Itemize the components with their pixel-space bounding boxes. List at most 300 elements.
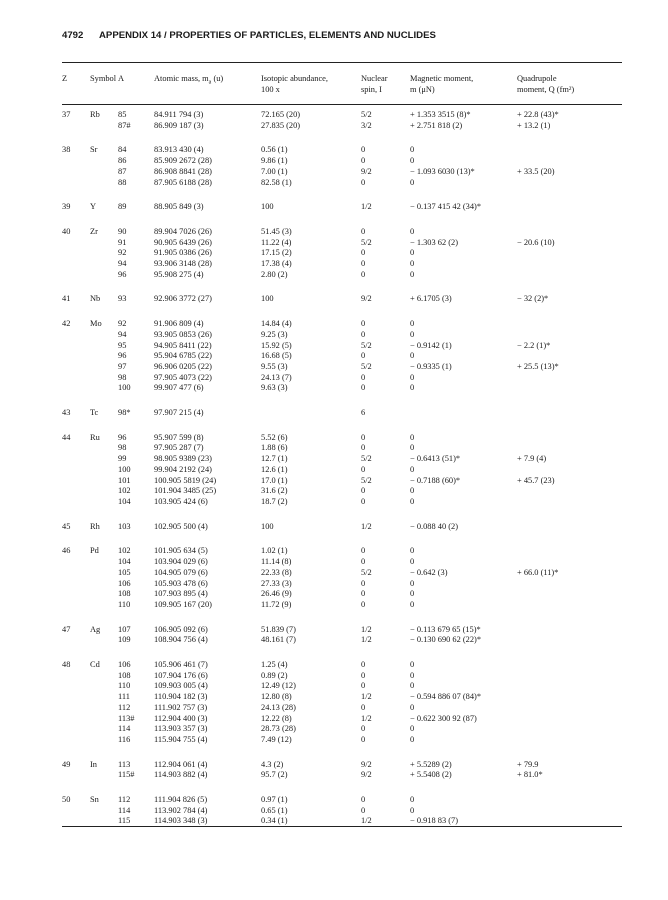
nuclear-spin: 0 xyxy=(361,557,366,567)
quadrupole-moment xyxy=(517,618,622,636)
atomic-mass: 94.905 8411 (22) xyxy=(154,340,212,350)
mass-number: 89 xyxy=(118,202,127,212)
atomic-mass: 107.904 176 (6) xyxy=(154,670,208,680)
quadrupole-moment xyxy=(517,671,622,682)
quadrupole-moment xyxy=(517,259,622,270)
mass-number: 113 xyxy=(118,759,131,769)
mass-number: 114 xyxy=(118,724,131,734)
quadrupole-moment: + 45.7 (23) xyxy=(517,475,555,485)
table-row xyxy=(62,753,622,771)
element-symbol xyxy=(90,167,118,178)
table-row xyxy=(62,476,622,487)
table-row xyxy=(62,714,622,725)
atomic-mass: 114.903 348 (3) xyxy=(154,816,208,826)
nuclear-spin: 0 xyxy=(361,702,366,712)
quadrupole-moment xyxy=(517,635,622,653)
element-z xyxy=(62,373,90,384)
nuclear-spin: 5/2 xyxy=(361,110,372,119)
table-row xyxy=(62,401,622,426)
table-row xyxy=(62,671,622,682)
mass-number: 110 xyxy=(118,681,131,691)
col-header-spin: Nuclear spin, I xyxy=(361,74,388,94)
quadrupole-moment xyxy=(517,443,622,454)
mass-number: 113# xyxy=(118,713,135,723)
abundance: 17.15 (2) xyxy=(261,248,292,258)
magnetic-moment: − 0.7188 (60)* xyxy=(410,475,461,485)
atomic-mass: 87.905 6188 (28) xyxy=(154,177,212,187)
table-row xyxy=(62,806,622,817)
abundance: 95.7 (2) xyxy=(261,770,288,780)
element-symbol xyxy=(90,259,118,270)
atomic-mass: 100.905 5819 (24) xyxy=(154,475,217,485)
abundance: 0.89 (2) xyxy=(261,670,288,680)
magnetic-moment: 0 xyxy=(410,702,415,712)
magnetic-moment: − 1.303 62 (2) xyxy=(410,237,458,247)
nuclear-spin: 0 xyxy=(361,372,366,382)
atomic-mass: 99.904 2192 (24) xyxy=(154,464,212,474)
mass-number: 98 xyxy=(118,443,127,453)
quadrupole-moment xyxy=(517,312,622,330)
table-row xyxy=(62,589,622,600)
nuclear-spin: 0 xyxy=(361,383,366,393)
quadrupole-moment xyxy=(517,806,622,817)
element-z xyxy=(62,703,90,714)
element-symbol xyxy=(90,579,118,590)
quadrupole-moment xyxy=(517,178,622,196)
table-row xyxy=(62,579,622,590)
element-z xyxy=(62,330,90,341)
element-symbol xyxy=(90,156,118,167)
atomic-mass: 97.905 4073 (22) xyxy=(154,372,212,382)
magnetic-moment: − 0.113 679 65 (15)* xyxy=(410,624,481,634)
element-symbol xyxy=(90,703,118,714)
element-symbol xyxy=(90,465,118,476)
atomic-mass: 113.902 784 (4) xyxy=(154,805,208,815)
magnetic-moment: 0 xyxy=(410,589,415,599)
mass-number: 96 xyxy=(118,432,127,442)
magnetic-moment: 0 xyxy=(410,496,415,506)
abundance: 16.68 (5) xyxy=(261,351,292,361)
nuclear-spin: 0 xyxy=(361,734,366,744)
table-row xyxy=(62,568,622,579)
atomic-mass: 95.904 6785 (22) xyxy=(154,351,212,361)
abundance: 14.84 (4) xyxy=(261,319,292,329)
abundance: 9.86 (1) xyxy=(261,156,288,166)
nuclear-spin: 9/2 xyxy=(361,770,372,780)
table-row xyxy=(62,770,622,788)
atomic-mass: 88.905 849 (3) xyxy=(154,202,204,212)
quadrupole-moment xyxy=(517,653,622,671)
element-z xyxy=(62,714,90,725)
quadrupole-moment xyxy=(517,156,622,167)
col-header-symbol: Symbol xyxy=(90,74,117,83)
table-row xyxy=(62,618,622,636)
magnetic-moment: − 0.088 40 (2) xyxy=(410,521,458,531)
atomic-mass: 93.905 0853 (26) xyxy=(154,329,212,339)
element-symbol xyxy=(90,568,118,579)
nuclear-spin: 0 xyxy=(361,805,366,815)
abundance: 0.56 (1) xyxy=(261,145,288,155)
nuclear-spin: 1/2 xyxy=(361,713,372,723)
magnetic-moment: 0 xyxy=(410,734,415,744)
mass-number: 108 xyxy=(118,670,131,680)
quadrupole-moment xyxy=(517,248,622,259)
abundance: 27.33 (3) xyxy=(261,578,292,588)
magnetic-moment: 0 xyxy=(410,795,415,805)
element-z xyxy=(62,167,90,178)
quadrupole-moment xyxy=(517,539,622,557)
quadrupole-moment xyxy=(517,788,622,806)
quadrupole-moment xyxy=(517,557,622,568)
table-row xyxy=(62,195,622,220)
table-row xyxy=(62,600,622,618)
nuclear-spin: 9/2 xyxy=(361,759,372,769)
mass-number: 100 xyxy=(118,464,131,474)
nuclear-spin: 0 xyxy=(361,145,366,155)
magnetic-moment: 0 xyxy=(410,578,415,588)
element-z xyxy=(62,476,90,487)
mass-number: 116 xyxy=(118,734,131,744)
abundance: 28.73 (28) xyxy=(261,724,296,734)
nuclear-spin: 1/2 xyxy=(361,816,372,826)
atomic-mass: 109.903 005 (4) xyxy=(154,681,208,691)
quadrupole-moment xyxy=(517,735,622,753)
atomic-mass: 91.906 809 (4) xyxy=(154,319,204,329)
element-z: 44 xyxy=(62,432,71,442)
element-z xyxy=(62,770,90,788)
mass-number: 94 xyxy=(118,329,127,339)
abundance: 0.97 (1) xyxy=(261,795,288,805)
mass-number: 92 xyxy=(118,248,127,258)
quadrupole-moment xyxy=(517,600,622,618)
abundance: 12.49 (12) xyxy=(261,681,296,691)
magnetic-moment: 0 xyxy=(410,329,415,339)
element-symbol: Ru xyxy=(90,432,100,442)
quadrupole-moment: + 25.5 (13)* xyxy=(517,361,559,371)
nuclear-spin: 0 xyxy=(361,319,366,329)
element-z: 43 xyxy=(62,408,71,418)
quadrupole-moment xyxy=(517,681,622,692)
mass-number: 102 xyxy=(118,546,131,556)
element-symbol xyxy=(90,806,118,817)
nuclear-spin: 5/2 xyxy=(361,340,372,350)
mass-number: 106 xyxy=(118,578,131,588)
table-row xyxy=(62,515,622,540)
element-z: 46 xyxy=(62,546,71,556)
abundance xyxy=(261,401,361,426)
element-symbol xyxy=(90,373,118,384)
quadrupole-moment xyxy=(517,515,622,540)
magnetic-moment: − 0.9142 (1) xyxy=(410,340,452,350)
atomic-mass: 115.904 755 (4) xyxy=(154,734,208,744)
nuclear-spin: 0 xyxy=(361,329,366,339)
atomic-mass: 90.905 6439 (26) xyxy=(154,237,212,247)
atomic-mass: 112.904 061 (4) xyxy=(154,759,208,769)
mass-number: 115 xyxy=(118,816,131,826)
quadrupole-moment: − 20.6 (10) xyxy=(517,237,555,247)
magnetic-moment: − 0.642 (3) xyxy=(410,567,448,577)
element-z xyxy=(62,270,90,288)
element-z xyxy=(62,579,90,590)
table-row xyxy=(62,653,622,671)
table-row xyxy=(62,138,622,156)
table-row xyxy=(62,724,622,735)
nuclear-spin: 0 xyxy=(361,681,366,691)
nuclear-spin: 0 xyxy=(361,226,366,236)
abundance: 1.02 (1) xyxy=(261,546,288,556)
element-z: 49 xyxy=(62,759,71,769)
element-z xyxy=(62,443,90,454)
abundance: 27.835 (20) xyxy=(261,120,301,130)
table-row xyxy=(62,681,622,692)
nuclear-spin: 5/2 xyxy=(361,361,372,371)
mass-number: 99 xyxy=(118,454,127,464)
magnetic-moment: − 0.130 690 62 (22)* xyxy=(410,635,482,645)
mass-number: 93 xyxy=(118,294,127,304)
abundance: 1.25 (4) xyxy=(261,660,288,670)
mass-number: 112 xyxy=(118,795,131,805)
abundance: 9.25 (3) xyxy=(261,329,288,339)
element-z xyxy=(62,671,90,682)
atomic-mass: 111.902 757 (3) xyxy=(154,702,208,712)
nuclear-spin: 0 xyxy=(361,795,366,805)
quadrupole-moment xyxy=(517,138,622,156)
table-row xyxy=(62,167,622,178)
element-symbol xyxy=(90,476,118,487)
quadrupole-moment xyxy=(517,486,622,497)
element-symbol xyxy=(90,816,118,834)
element-symbol: Pd xyxy=(90,546,99,556)
mass-number: 110 xyxy=(118,599,131,609)
mass-number: 84 xyxy=(118,145,127,155)
mass-number: 87# xyxy=(118,120,131,130)
nuclear-spin: 0 xyxy=(361,259,366,269)
magnetic-moment: 0 xyxy=(410,248,415,258)
abundance: 51.839 (7) xyxy=(261,624,296,634)
nuclear-spin: 1/2 xyxy=(361,521,372,531)
atomic-mass: 91.905 0386 (26) xyxy=(154,248,212,258)
element-symbol xyxy=(90,341,118,352)
abundance: 24.13 (28) xyxy=(261,702,296,712)
table-row xyxy=(62,465,622,476)
table-row xyxy=(62,341,622,352)
magnetic-moment: + 2.751 818 (2) xyxy=(410,120,463,130)
element-z xyxy=(62,635,90,653)
table-row xyxy=(62,426,622,444)
table-row xyxy=(62,443,622,454)
element-symbol xyxy=(90,178,118,196)
table-row xyxy=(62,816,622,834)
atomic-mass: 108.904 756 (4) xyxy=(154,635,208,645)
mass-number: 101 xyxy=(118,475,131,485)
magnetic-moment: 0 xyxy=(410,546,415,556)
mass-number: 98 xyxy=(118,372,127,382)
element-symbol xyxy=(90,671,118,682)
table-row xyxy=(62,270,622,288)
mass-number: 115# xyxy=(118,770,135,780)
atomic-mass: 101.905 634 (5) xyxy=(154,546,208,556)
element-symbol: Zr xyxy=(90,226,98,236)
element-z xyxy=(62,259,90,270)
nuclear-spin: 9/2 xyxy=(361,166,372,176)
element-z xyxy=(62,806,90,817)
magnetic-moment: − 1.093 6030 (13)* xyxy=(410,166,475,176)
abundance: 11.22 (4) xyxy=(261,237,292,247)
element-symbol xyxy=(90,735,118,753)
mass-number: 98* xyxy=(118,408,131,418)
table-row xyxy=(62,703,622,714)
mass-number: 88 xyxy=(118,177,127,187)
table-body xyxy=(62,103,622,834)
mass-number: 95 xyxy=(118,340,127,350)
nuclear-spin: 0 xyxy=(361,351,366,361)
nuclear-spin: 1/2 xyxy=(361,624,372,634)
atomic-mass: 86.909 187 (3) xyxy=(154,120,204,130)
quadrupole-moment: + 22.8 (43)* xyxy=(517,110,559,119)
atomic-mass: 106.905 092 (6) xyxy=(154,624,208,634)
element-z xyxy=(62,486,90,497)
abundance: 51.45 (3) xyxy=(261,226,292,236)
element-symbol xyxy=(90,351,118,362)
nuclear-spin: 9/2 xyxy=(361,294,372,304)
magnetic-moment: 0 xyxy=(410,557,415,567)
element-z xyxy=(62,568,90,579)
nuclear-spin: 1/2 xyxy=(361,202,372,212)
quadrupole-moment xyxy=(517,330,622,341)
atomic-mass: 103.905 424 (6) xyxy=(154,496,208,506)
nuclear-spin: 6 xyxy=(361,408,366,418)
element-z: 45 xyxy=(62,521,71,531)
element-z xyxy=(62,724,90,735)
mass-number: 105 xyxy=(118,567,131,577)
quadrupole-moment xyxy=(517,270,622,288)
quadrupole-moment xyxy=(517,703,622,714)
atomic-mass: 114.903 882 (4) xyxy=(154,770,208,780)
abundance: 12.80 (8) xyxy=(261,692,292,702)
element-symbol xyxy=(90,497,118,515)
table-row xyxy=(62,635,622,653)
element-z xyxy=(62,121,90,139)
element-symbol xyxy=(90,121,118,139)
quadrupole-moment xyxy=(517,724,622,735)
magnetic-moment: 0 xyxy=(410,486,415,496)
page-number: 4792 xyxy=(62,30,84,41)
element-z xyxy=(62,600,90,618)
nuclear-spin: 0 xyxy=(361,724,366,734)
nuclear-spin: 1/2 xyxy=(361,692,372,702)
atomic-mass: 93.906 3148 (28) xyxy=(154,259,212,269)
table-row xyxy=(62,362,622,373)
element-z xyxy=(62,248,90,259)
abundance: 9.55 (3) xyxy=(261,361,288,371)
table-row xyxy=(62,692,622,703)
table-row xyxy=(62,454,622,465)
abundance: 7.49 (12) xyxy=(261,734,292,744)
abundance: 4.3 (2) xyxy=(261,759,284,769)
magnetic-moment: 0 xyxy=(410,599,415,609)
abundance: 18.7 (2) xyxy=(261,496,288,506)
nuclear-spin: 0 xyxy=(361,486,366,496)
table-row xyxy=(62,351,622,362)
element-z xyxy=(62,589,90,600)
table-row xyxy=(62,557,622,568)
element-z: 47 xyxy=(62,624,71,634)
abundance: 0.65 (1) xyxy=(261,805,288,815)
nuclear-spin: 1/2 xyxy=(361,635,372,645)
element-symbol xyxy=(90,635,118,653)
element-symbol xyxy=(90,270,118,288)
atomic-mass: 112.904 400 (3) xyxy=(154,713,208,723)
abundance: 72.165 (20) xyxy=(261,110,301,119)
abundance: 100 xyxy=(261,202,274,212)
table-row xyxy=(62,178,622,196)
quadrupole-moment: + 13.2 (1) xyxy=(517,120,551,130)
table-row xyxy=(62,312,622,330)
nuclear-spin: 0 xyxy=(361,546,366,556)
element-z: 39 xyxy=(62,202,71,212)
col-header-abundance: Isotopic abundance, 100 x xyxy=(261,74,328,94)
nuclear-spin: 0 xyxy=(361,177,366,187)
mass-number: 102 xyxy=(118,486,131,496)
quadrupole-moment xyxy=(517,220,622,238)
table-row xyxy=(62,103,622,121)
quadrupole-moment xyxy=(517,589,622,600)
quadrupole-moment xyxy=(517,465,622,476)
quadrupole-moment: + 7.9 (4) xyxy=(517,454,547,464)
nuclear-spin: 0 xyxy=(361,432,366,442)
element-symbol xyxy=(90,238,118,249)
magnetic-moment: − 0.918 83 (7) xyxy=(410,816,458,826)
magnetic-moment: 0 xyxy=(410,464,415,474)
col-header-a: A xyxy=(118,74,125,83)
abundance: 22.33 (8) xyxy=(261,567,292,577)
element-symbol xyxy=(90,454,118,465)
nuclear-spin: 5/2 xyxy=(361,475,372,485)
magnetic-moment: 0 xyxy=(410,226,415,236)
atomic-mass: 105.906 461 (7) xyxy=(154,660,208,670)
nuclear-spin: 5/2 xyxy=(361,567,372,577)
magnetic-moment: + 5.5408 (2) xyxy=(410,770,452,780)
abundance: 17.0 (1) xyxy=(261,475,288,485)
quadrupole-moment xyxy=(517,426,622,444)
magnetic-moment: 0 xyxy=(410,670,415,680)
quadrupole-moment xyxy=(517,195,622,220)
atomic-mass: 104.905 079 (6) xyxy=(154,567,208,577)
mass-number: 100 xyxy=(118,383,131,393)
abundance: 24.13 (7) xyxy=(261,372,292,382)
element-z xyxy=(62,156,90,167)
magnetic-moment: 0 xyxy=(410,351,415,361)
element-symbol xyxy=(90,589,118,600)
abundance: 7.00 (1) xyxy=(261,166,288,176)
element-symbol: Sn xyxy=(90,795,99,805)
element-z xyxy=(62,383,90,401)
abundance: 26.46 (9) xyxy=(261,589,292,599)
atomic-mass: 97.905 287 (7) xyxy=(154,443,204,453)
element-symbol xyxy=(90,557,118,568)
mass-number: 104 xyxy=(118,496,131,506)
element-symbol xyxy=(90,486,118,497)
nuclear-spin: 0 xyxy=(361,464,366,474)
element-z: 50 xyxy=(62,795,71,805)
mass-number: 94 xyxy=(118,259,127,269)
element-symbol xyxy=(90,383,118,401)
table-row xyxy=(62,539,622,557)
magnetic-moment: − 0.594 886 07 (84)* xyxy=(410,692,482,702)
element-symbol: Ag xyxy=(90,624,101,634)
element-symbol: Rh xyxy=(90,521,100,531)
element-symbol xyxy=(90,681,118,692)
